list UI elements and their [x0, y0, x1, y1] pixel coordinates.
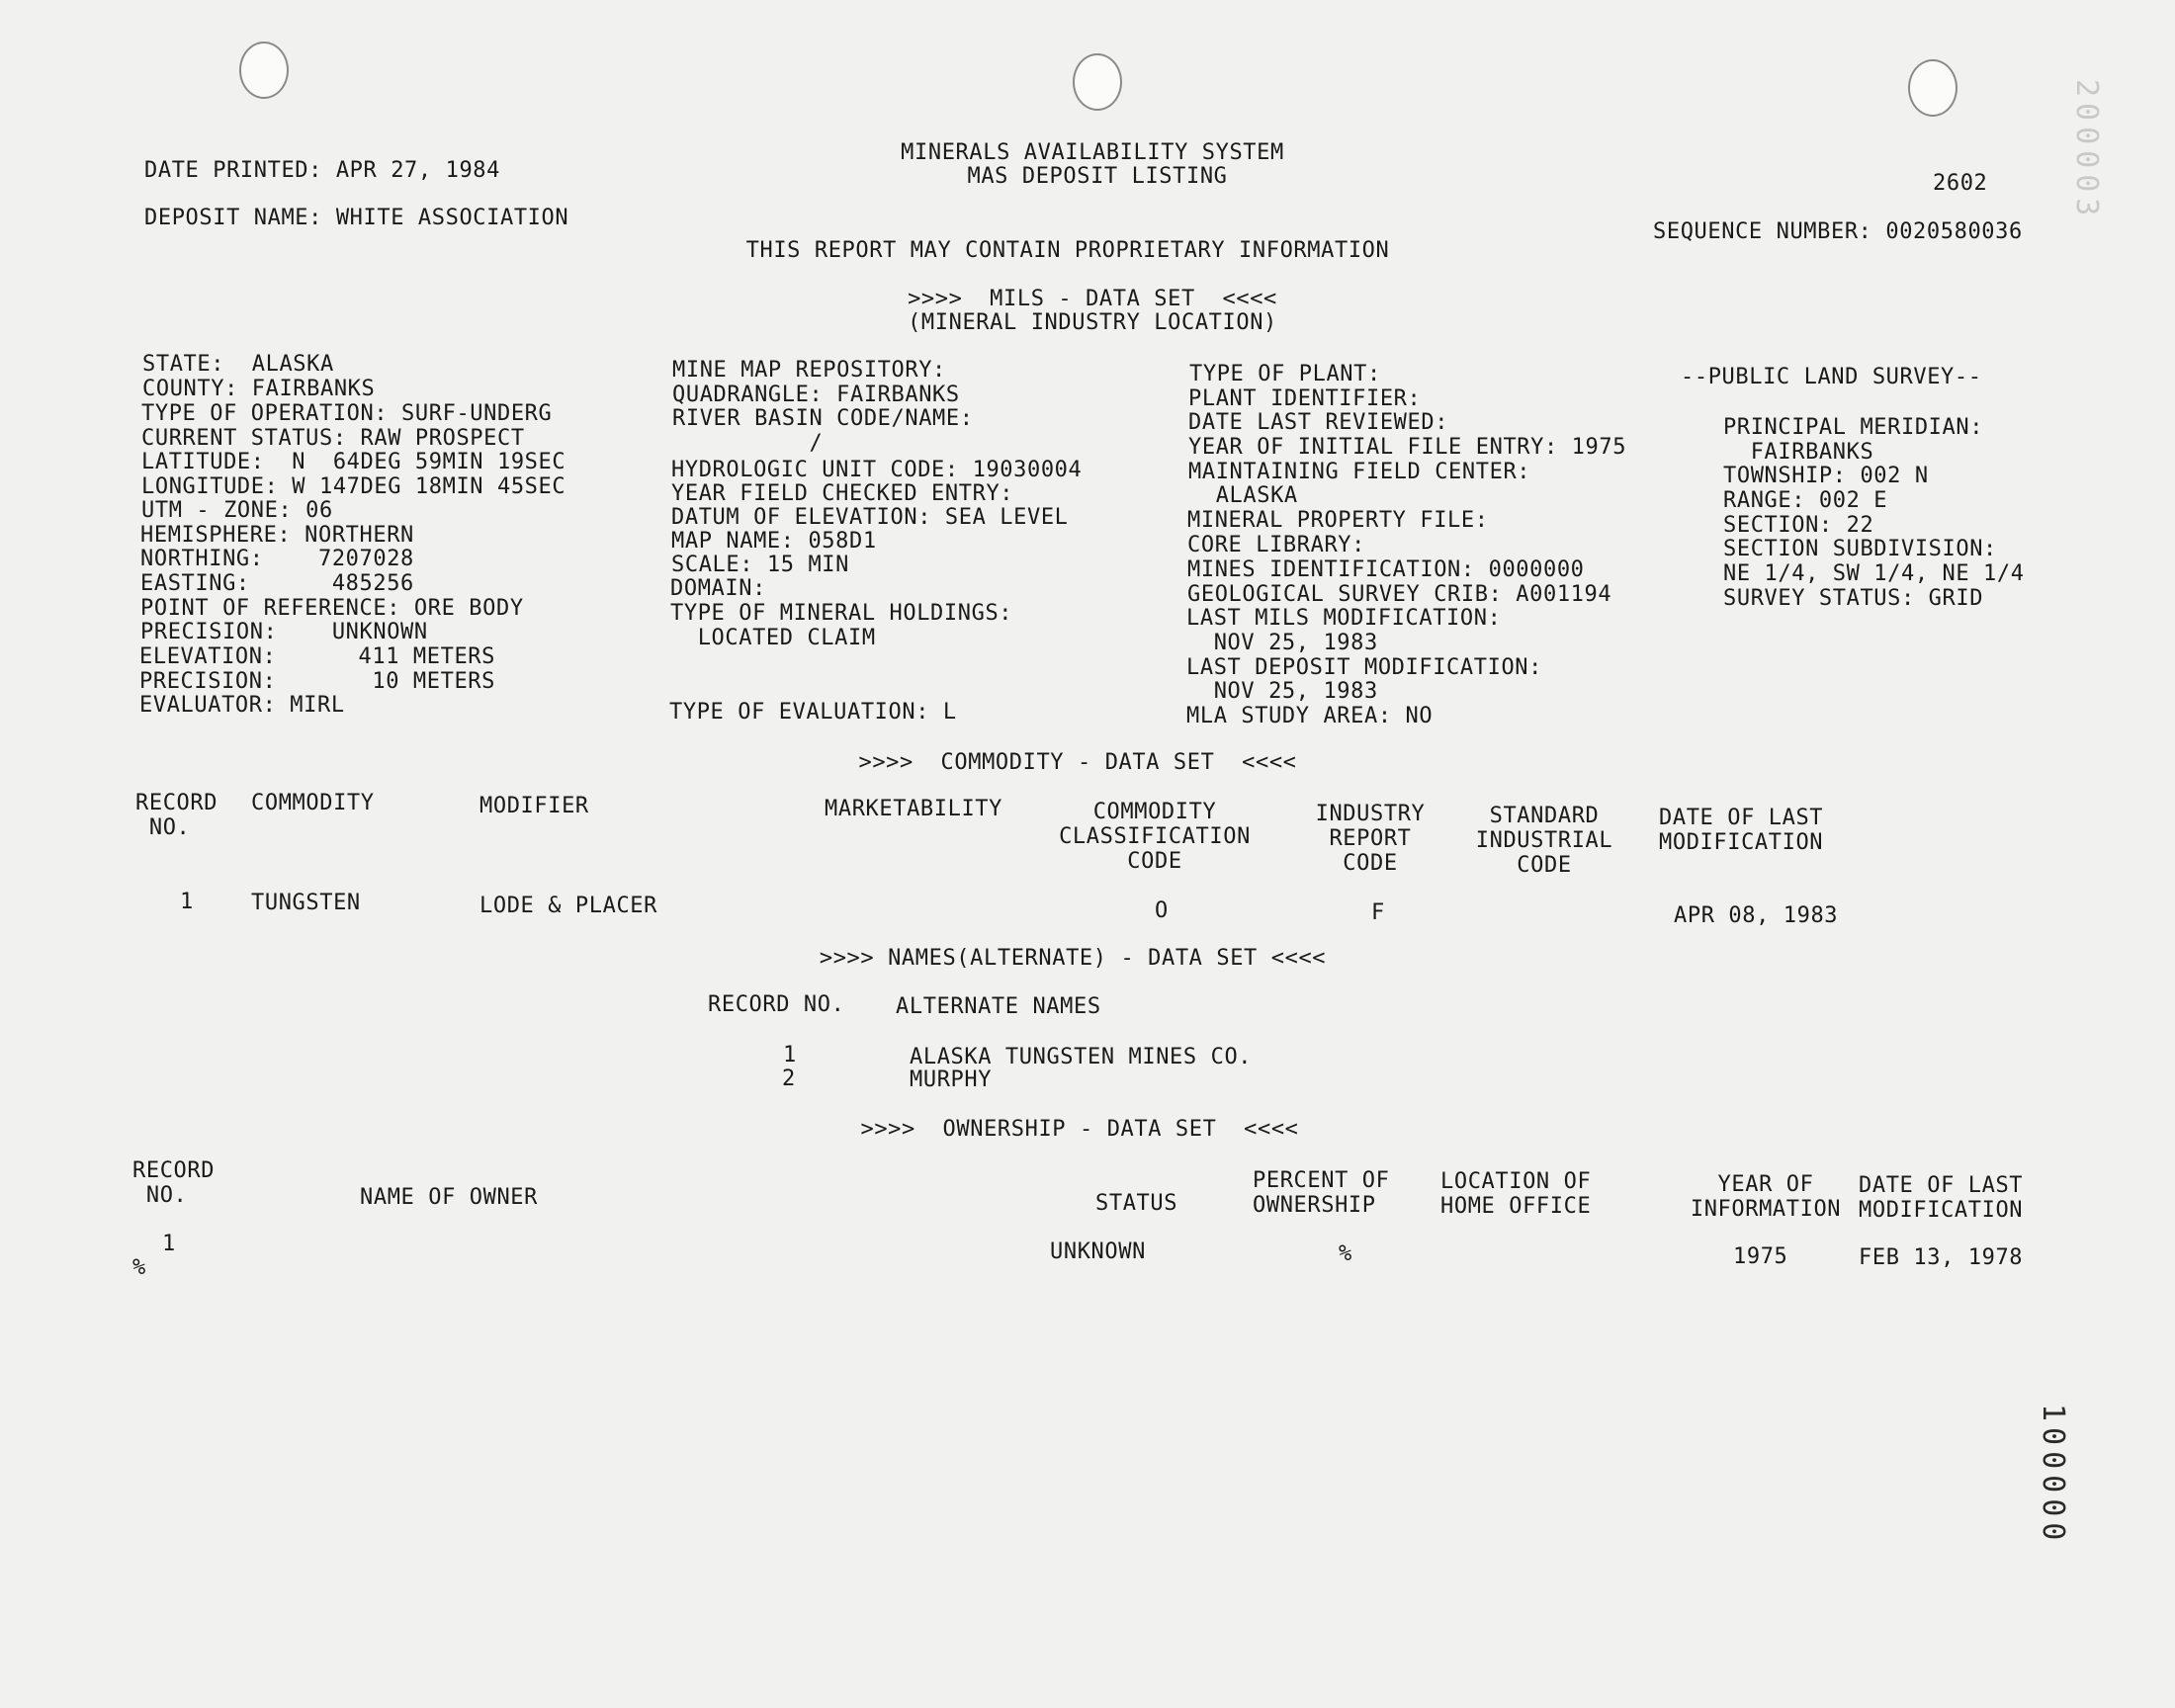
- public-land-survey-title: --PUBLIC LAND SURVEY--: [1681, 365, 1982, 389]
- mils-field: LONGITUDE: W 147DEG 18MIN 45SEC: [141, 474, 566, 499]
- mils-field: TYPE OF PLANT:: [1189, 362, 1381, 386]
- commodity-header-classification: COMMODITY CLASSIFICATION CODE: [1059, 800, 1251, 874]
- punch-hole-left: [239, 42, 289, 99]
- mils-field: NOV 25, 1983: [1186, 679, 1378, 704]
- mils-field: CORE LIBRARY:: [1187, 533, 1365, 557]
- mils-field: MINES IDENTIFICATION: 0000000: [1187, 557, 1585, 582]
- punch-hole-center: [1073, 53, 1122, 111]
- survey-field: NE 1/4, SW 1/4, NE 1/4: [1723, 561, 2025, 586]
- names-header-alternate-names: ALTERNATE NAMES: [896, 994, 1101, 1019]
- date-printed: DATE PRINTED: APR 27, 1984: [144, 158, 500, 183]
- archive-stamp: 100000: [2036, 1404, 2070, 1547]
- commodity-section-title: >>>> COMMODITY - DATA SET <<<<: [858, 750, 1297, 775]
- commodity-header-marketability: MARKETABILITY: [825, 797, 1002, 821]
- mils-field: MAINTAINING FIELD CENTER:: [1188, 460, 1531, 484]
- mils-field: POINT OF REFERENCE: ORE BODY: [140, 596, 524, 621]
- ownership-header-year: YEAR OF INFORMATION: [1690, 1172, 1842, 1222]
- punch-hole-right: [1908, 59, 1958, 117]
- mils-field: SCALE: 15 MIN: [671, 553, 849, 577]
- mils-field: STATE: ALASKA: [142, 352, 334, 377]
- mils-field: ELEVATION: 411 METERS: [139, 644, 495, 669]
- mils-field: /: [672, 431, 824, 456]
- mils-field: TYPE OF MINERAL HOLDINGS:: [670, 601, 1013, 626]
- mils-field: COUNTY: FAIRBANKS: [142, 377, 376, 401]
- mils-field: LATITUDE: N 64DEG 59MIN 19SEC: [141, 450, 566, 474]
- mils-field: MINE MAP REPOSITORY:: [672, 358, 946, 383]
- alternate-name: MURPHY: [910, 1068, 993, 1092]
- names-header-record-no: RECORD NO.: [708, 992, 845, 1017]
- ownership-record-no: 1: [162, 1232, 176, 1256]
- mils-field: LAST MILS MODIFICATION:: [1186, 606, 1502, 631]
- mils-field: LOCATED CLAIM: [670, 626, 876, 650]
- ownership-header-status: STATUS: [1095, 1191, 1178, 1216]
- ownership-year: 1975: [1733, 1244, 1788, 1269]
- sequence-number: SEQUENCE NUMBER: 0020580036: [1653, 219, 2023, 244]
- type-of-evaluation: TYPE OF EVALUATION: L: [669, 700, 957, 725]
- mils-field: MAP NAME: 058D1: [671, 529, 877, 554]
- mils-field: PLANT IDENTIFIER:: [1188, 386, 1422, 411]
- commodity-header-commodity: COMMODITY: [251, 791, 375, 815]
- mils-field: DOMAIN:: [670, 576, 766, 601]
- survey-field: SECTION SUBDIVISION:: [1723, 537, 1997, 561]
- survey-field: RANGE: 002 E: [1723, 488, 1888, 513]
- mils-field: YEAR FIELD CHECKED ENTRY:: [671, 481, 1014, 506]
- alternate-name: ALASKA TUNGSTEN MINES CO.: [910, 1045, 1253, 1069]
- mils-field: RIVER BASIN CODE/NAME:: [672, 406, 974, 431]
- proprietary-notice: THIS REPORT MAY CONTAIN PROPRIETARY INFORMATION: [745, 238, 1390, 263]
- mils-field: LAST DEPOSIT MODIFICATION:: [1186, 655, 1542, 680]
- commodity-name: TUNGSTEN: [251, 891, 361, 915]
- mils-field: TYPE OF OPERATION: SURF-UNDERG: [141, 401, 553, 426]
- alternate-name-record-no: 1: [783, 1043, 797, 1068]
- commodity-header-sic: STANDARD INDUSTRIAL CODE: [1475, 804, 1613, 878]
- system-title: MINERALS AVAILABILITY SYSTEM: [901, 140, 1284, 165]
- survey-field: SURVEY STATUS: GRID: [1723, 586, 1984, 611]
- mils-section-subtitle: (MINERAL INDUSTRY LOCATION): [908, 310, 1277, 335]
- page-number: 2602: [1933, 171, 1988, 196]
- mils-field: HEMISPHERE: NORTHERN: [140, 523, 414, 548]
- commodity-record-no: 1: [180, 890, 194, 914]
- ownership-date-last-mod: FEB 13, 1978: [1859, 1245, 2024, 1270]
- alternate-name-record-no: 2: [782, 1067, 796, 1091]
- commodity-header-modifier: MODIFIER: [479, 794, 589, 818]
- mils-field: MINERAL PROPERTY FILE:: [1187, 508, 1489, 533]
- mils-field: DATUM OF ELEVATION: SEA LEVEL: [671, 505, 1069, 530]
- mils-field: UTM - ZONE: 06: [141, 498, 333, 523]
- ownership-header-record-no: RECORD NO.: [132, 1158, 216, 1208]
- commodity-header-date-last-mod: DATE OF LAST MODIFICATION: [1659, 806, 1824, 855]
- survey-field: PRINCIPAL MERIDIAN:: [1723, 415, 1984, 440]
- ownership-owner-mark: %: [132, 1255, 146, 1280]
- ownership-status: UNKNOWN: [1050, 1239, 1146, 1264]
- commodity-header-industry-report: INDUSTRY REPORT CODE: [1315, 802, 1426, 876]
- mils-field: CURRENT STATUS: RAW PROSPECT: [141, 426, 525, 451]
- mils-field: ALASKA: [1188, 483, 1298, 508]
- ownership-header-location: LOCATION OF HOME OFFICE: [1440, 1169, 1592, 1219]
- mils-field: NORTHING: 7207028: [140, 547, 414, 571]
- commodity-classification: O: [1155, 898, 1169, 923]
- ownership-section-title: >>>> OWNERSHIP - DATA SET <<<<: [860, 1117, 1299, 1142]
- commodity-header-record-no: RECORD NO.: [135, 791, 218, 840]
- mils-field: MLA STUDY AREA: NO: [1186, 704, 1434, 728]
- mils-field: NOV 25, 1983: [1186, 631, 1378, 655]
- mils-field: EVALUATOR: MIRL: [139, 693, 345, 718]
- mils-field: EASTING: 485256: [140, 571, 414, 596]
- mils-field: GEOLOGICAL SURVEY CRIB: A001194: [1187, 582, 1612, 607]
- archive-stamp-faint: 200003: [2069, 79, 2104, 222]
- ownership-header-date-last-mod: DATE OF LAST MODIFICATION: [1859, 1173, 2024, 1223]
- listing-title: MAS DEPOSIT LISTING: [967, 164, 1228, 189]
- mils-field: PRECISION: UNKNOWN: [140, 620, 428, 644]
- deposit-name: DEPOSIT NAME: WHITE ASSOCIATION: [144, 206, 569, 230]
- ownership-header-owner: NAME OF OWNER: [360, 1185, 538, 1210]
- commodity-date-last-mod: APR 08, 1983: [1674, 903, 1839, 928]
- ownership-percent: %: [1339, 1241, 1352, 1266]
- commodity-modifier: LODE & PLACER: [479, 894, 657, 918]
- mils-field: DATE LAST REVIEWED:: [1188, 410, 1449, 435]
- mils-section-title: >>>> MILS - DATA SET <<<<: [908, 287, 1277, 311]
- survey-field: FAIRBANKS: [1723, 440, 1874, 465]
- mils-field: HYDROLOGIC UNIT CODE: 19030004: [671, 458, 1083, 482]
- ownership-header-percent: PERCENT OF OWNERSHIP: [1253, 1168, 1390, 1218]
- mils-field: PRECISION: 10 METERS: [139, 669, 495, 694]
- survey-field: SECTION: 22: [1723, 513, 1874, 538]
- survey-field: TOWNSHIP: 002 N: [1723, 464, 1929, 488]
- mils-field: QUADRANGLE: FAIRBANKS: [672, 383, 960, 407]
- commodity-industry-report: F: [1371, 900, 1385, 925]
- names-section-title: >>>> NAMES(ALTERNATE) - DATA SET <<<<: [819, 946, 1327, 971]
- mils-field: YEAR OF INITIAL FILE ENTRY: 1975: [1188, 435, 1627, 460]
